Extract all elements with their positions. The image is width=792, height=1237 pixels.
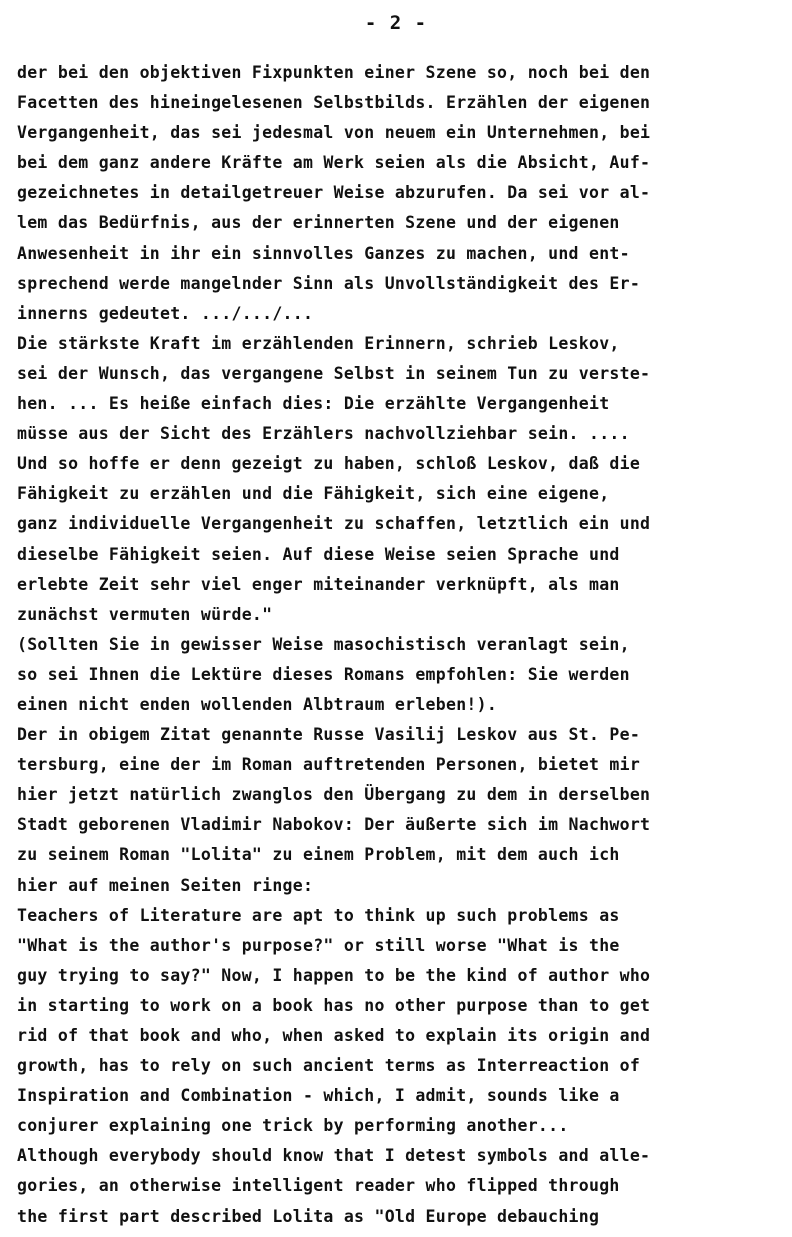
text-line: conjurer explaining one trick by performing another... (17, 1116, 569, 1136)
text-line: Fähigkeit zu erzählen und die Fähigkeit, sich eine eigene, (17, 484, 610, 504)
text-line: growth, has to rely on such ancient terms as Interreaction of (17, 1056, 641, 1076)
text-line: hier jetzt natürlich zwanglos den Übergang zu dem in derselben (17, 785, 651, 805)
text-line: erlebte Zeit sehr viel enger miteinander verknüpft, als man (17, 574, 620, 594)
text-line: (Sollten Sie in gewisser Weise masochistisch veranlagt sein, (17, 634, 630, 654)
text-line: lem das Bedürfnis, aus der erinnerten Szene und der eigenen (17, 213, 620, 233)
text-line: guy trying to say?" Now, I happen to be the kind of author who (17, 965, 651, 985)
text-line: der bei den objektiven Fixpunkten einer Szene so, noch bei den (17, 63, 651, 82)
text-line: bei dem ganz andere Kräfte am Werk seien als die Absicht, Auf- (17, 153, 651, 173)
text-line: Stadt geborenen Vladimir Nabokov: Der äußerte sich im Nachwort (17, 815, 651, 835)
text-line: müsse aus der Sicht des Erzählers nachvollziehbar sein. .... (17, 424, 630, 444)
text-line: tersburg, eine der im Roman auftretenden Personen, bietet mir (17, 755, 641, 775)
text-line: gezeichnetes in detailgetreuer Weise abzurufen. Da sei vor al- (17, 183, 651, 203)
text-line: the first part described Lolita as "Old Europe debauching (17, 1206, 600, 1226)
text-line: dieselbe Fähigkeit seien. Auf diese Weise seien Sprache und (17, 544, 620, 564)
text-line: hen. ... Es heiße einfach dies: Die erzählte Vergangenheit (17, 394, 610, 414)
text-line: Der in obigem Zitat genannte Russe Vasilij Leskov aus St. Pe- (17, 725, 641, 745)
text-line: innerns gedeutet. .../.../... (17, 303, 314, 323)
text-line: so sei Ihnen die Lektüre dieses Romans empfohlen: Sie werden (17, 664, 630, 684)
text-line: zunächst vermuten würde." (17, 604, 273, 624)
text-line: Teachers of Literature are apt to think up such problems as (17, 905, 620, 925)
text-line: Und so hoffe er denn gezeigt zu haben, schloß Leskov, daß die (17, 454, 641, 474)
text-line: Although everybody should know that I detest symbols and alle- (17, 1146, 651, 1166)
text-line: "What is the author's purpose?" or still worse "What is the (17, 935, 620, 955)
text-line: einen nicht enden wollenden Albtraum erleben!). (17, 694, 498, 714)
text-line: gories, an otherwise intelligent reader who flipped through (17, 1176, 620, 1196)
text-line: zu seinem Roman "Lolita" zu einem Problem, mit dem auch ich (17, 845, 620, 865)
text-line: hier auf meinen Seiten ringe: (17, 875, 314, 895)
text-line: rid of that book and who, when asked to explain its origin and (17, 1026, 651, 1045)
text-line: Die stärkste Kraft im erzählenden Erinnern, schrieb Leskov, (17, 333, 620, 353)
body-text (17, 58, 787, 1232)
text-line: sprechend werde mangelnder Sinn als Unvollständigkeit des Er- (17, 273, 641, 293)
text-line: sei der Wunsch, das vergangene Selbst in seinem Tun zu verste- (17, 363, 651, 383)
page-number: - 2 - (364, 12, 428, 34)
text-line: Facetten des hineingelesenen Selbstbilds. Erzählen der eigenen (17, 93, 651, 113)
text-line: in starting to work on a book has no other purpose than to get (17, 995, 651, 1015)
text-line: ganz individuelle Vergangenheit zu schaffen, letztlich ein und (17, 514, 651, 534)
text-line: Anwesenheit in ihr ein sinnvolles Ganzes zu machen, und ent- (17, 243, 630, 263)
text-line: Vergangenheit, das sei jedesmal von neuem ein Unternehmen, bei (17, 123, 651, 143)
text-line: Inspiration and Combination - which, I admit, sounds like a (17, 1086, 620, 1106)
